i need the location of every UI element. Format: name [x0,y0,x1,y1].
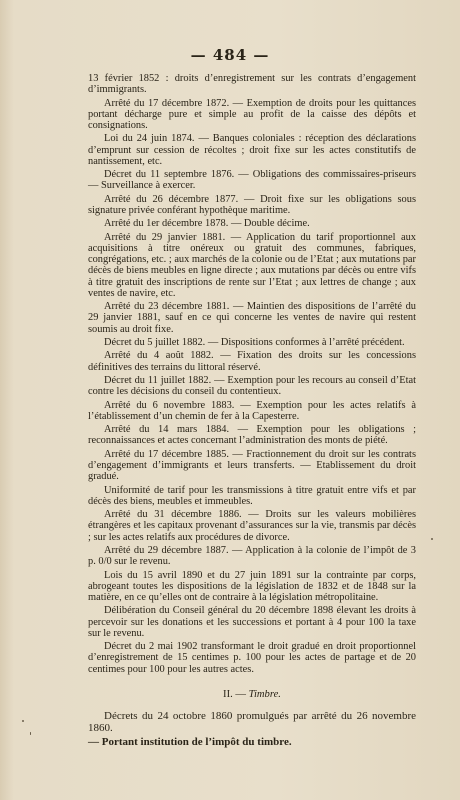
paragraph: Arrêté du 14 mars 1884. — Exemption pour les obligations ; reconnaissances et actes concernant l’administration des monts de piété. [88,424,416,447]
paragraph: Loi du 24 juin 1874. — Banques coloniales : réception des déclarations d’emprunt sur cession de récoltes ; droit fixe sur les actes constitutifs de nantissement, etc. [88,133,416,167]
section-heading-title: Timbre. [248,688,281,700]
paragraph: Arrêté du 31 décembre 1886. — Droits sur les valeurs mobilières étrangères et les capitaux provenant d’assurances sur la vie, transmis par décès ; sur les actes relatifs aux procédures de divorce. [88,509,416,543]
paragraph: Arrêté du 1er décembre 1878. — Double décime. [104,218,310,230]
paragraph: Arrêté du 4 août 1882. — Fixation des droits sur les concessions définitives des terrains du littoral réservé. [88,350,416,373]
paragraph: Décret du 11 juillet 1882. — Exemption pour les recours au conseil d’Etat contre les décisions du conseil du contentieux. [88,374,416,398]
page-number: — 484 — [190,46,270,64]
paragraph: Arrêté du 6 novembre 1883. — Exemption pour les actes relatifs à l’établissement d’un chemin de fer à la Capesterre. [88,399,416,422]
paragraph: 13 février 1852 : droits d’enregistrement sur les contrats d’engagement d’immigrants. [88,73,416,96]
paragraph: Décret du 5 juillet 1882. — Dispositions conformes à l’arrêté précédent. [104,336,405,348]
section-heading [88,689,416,700]
paragraph: Arrêté du 23 décembre 1881. — Maintien des dispositions de l’arrêté du 29 janvier 1881, sauf en ce qui concerne les ventes de navire qui restent soumis au droit fixe. [88,301,416,335]
paragraph: Décret du 2 mai 1902 transformant le droit gradué en droit proportionnel d’enregistrement de 15 centimes p. 100 pour les actes de partage et de 20 centimes pour 100 pour les autres actes. [88,641,416,675]
timbre-line-1: Décrets du 24 octobre 1860 promulgués par arrêté du 26 novembre 1860. [88,709,416,734]
paragraph: Arrêté du 17 décembre 1885. — Fractionnement du droit sur les contrats d’engagement d’immigrants et leurs transferts. — Etablissement du droit gradué. [88,448,416,483]
paper-speck [22,720,24,722]
timbre-entry [88,710,416,748]
paragraph: Arrêté du 26 décembre 1877. — Droit fixe sur les obligations sous signature privée conférant hypothèque maritime. [88,193,416,216]
section-heading-prefix: II. — [223,688,249,700]
timbre-line-2: — Portant institution de l’impôt du timbre. [88,736,292,749]
paragraph: Lois du 15 avril 1890 et du 27 juin 1891 sur la contrainte par corps, abrogeant toutes les dispositions de la législation de 1832 et de 1848 sur la matière, en ce qu’elles ont de contraire à la législation métropolitaine. [88,569,416,603]
paragraph: Arrêté du 17 décembre 1872. — Exemption de droits pour les quittances portant décharge pure et simple au profit de la caisse des dépôts et consignations. [88,97,416,131]
paragraph: Décret du 11 septembre 1876. — Obligations des commissaires-priseurs — Surveillance à exercer. [88,169,416,192]
paragraph: Délibération du Conseil général du 20 décembre 1898 élevant les droits à percevoir sur les donations et les successions et portant à 4 pour 100 la taxe sur le revenu. [88,605,416,639]
paragraph: Uniformité de tarif pour les transmissions à titre gratuit entre vifs et par décès des biens, meubles et immeubles. [88,484,416,507]
page-body [88,73,416,750]
paragraph: Arrêté du 29 décembre 1887. — Application à la colonie de l’impôt de 3 p. 0/0 sur le revenu. [88,544,416,568]
paper-speck [431,538,433,540]
paragraph: Arrêté du 29 janvier 1881. — Application du tarif proportionnel aux acquisitions à titre onéreux ou gratuit des communes, fabriques, congrégations, etc. ; aux marchés de la colonie ou de l’Etat ; aux mutations par décès de biens meubles en ligne directe ; aux mutations par décès ou entre vifs à titre gratuit des inscriptions de rente sur l’Etat ; aux lettres de change ; aux ventes de navire, etc. [88,231,416,299]
paper-speck [30,732,31,735]
